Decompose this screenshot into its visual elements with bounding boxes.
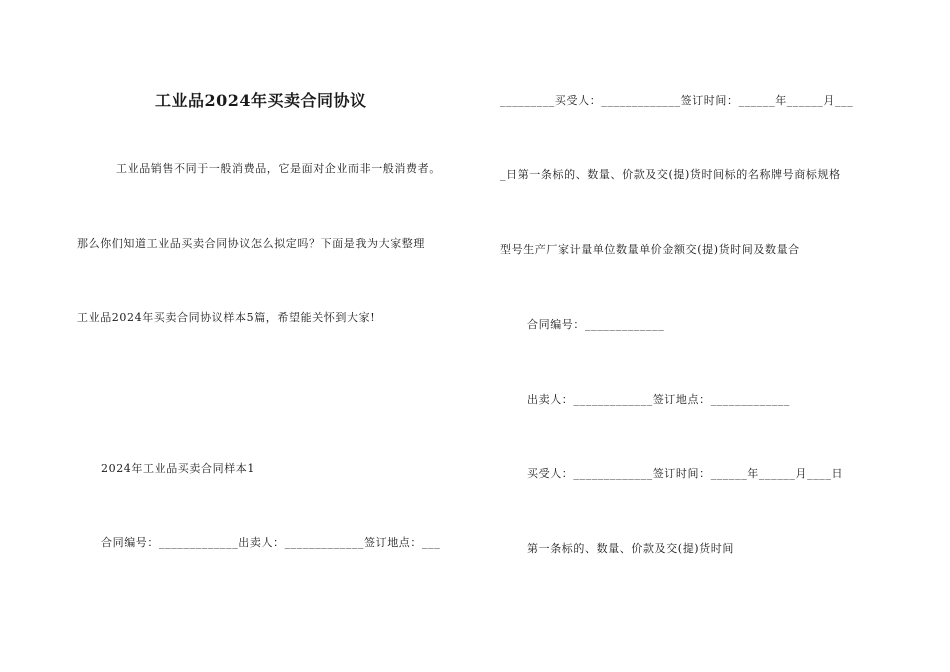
right-page	[475, 0, 950, 672]
sample-heading: 2024年工业品买卖合同样本1	[101, 462, 255, 475]
intro-line-1: 工业品销售不同于一般消费品，它是面对企业而非一般消费者。	[116, 162, 441, 175]
document-title: 工业品2024年买卖合同协议	[155, 91, 367, 110]
contract-number-line: 合同编号：_____________	[527, 318, 665, 331]
article-heading-continued-line: _日第一条标的、数量、价款及交(提)货时间标的名称牌号商标规格	[500, 168, 841, 181]
table-columns-line: 型号生产厂家计量单位数量单价金额交(提)货时间及数量合	[500, 243, 800, 256]
seller-place-line: 出卖人：_____________签订地点：_____________	[527, 393, 790, 406]
intro-line-3: 工业品2024年买卖合同协议样本5篇，希望能关怀到大家!	[77, 311, 376, 324]
contract-header-line: 合同编号：_____________出卖人：_____________签订地点：___	[101, 536, 441, 549]
article-one-heading: 第一条标的、数量、价款及交(提)货时间	[527, 542, 734, 555]
buyer-time-continued-line: _________买受人：_____________签订时间：______年______月___	[500, 94, 854, 107]
intro-line-2: 那么你们知道工业品买卖合同协议怎么拟定吗？下面是我为大家整理	[77, 237, 425, 250]
buyer-time-line: 买受人：_____________签订时间：______年______月____日	[527, 467, 844, 480]
